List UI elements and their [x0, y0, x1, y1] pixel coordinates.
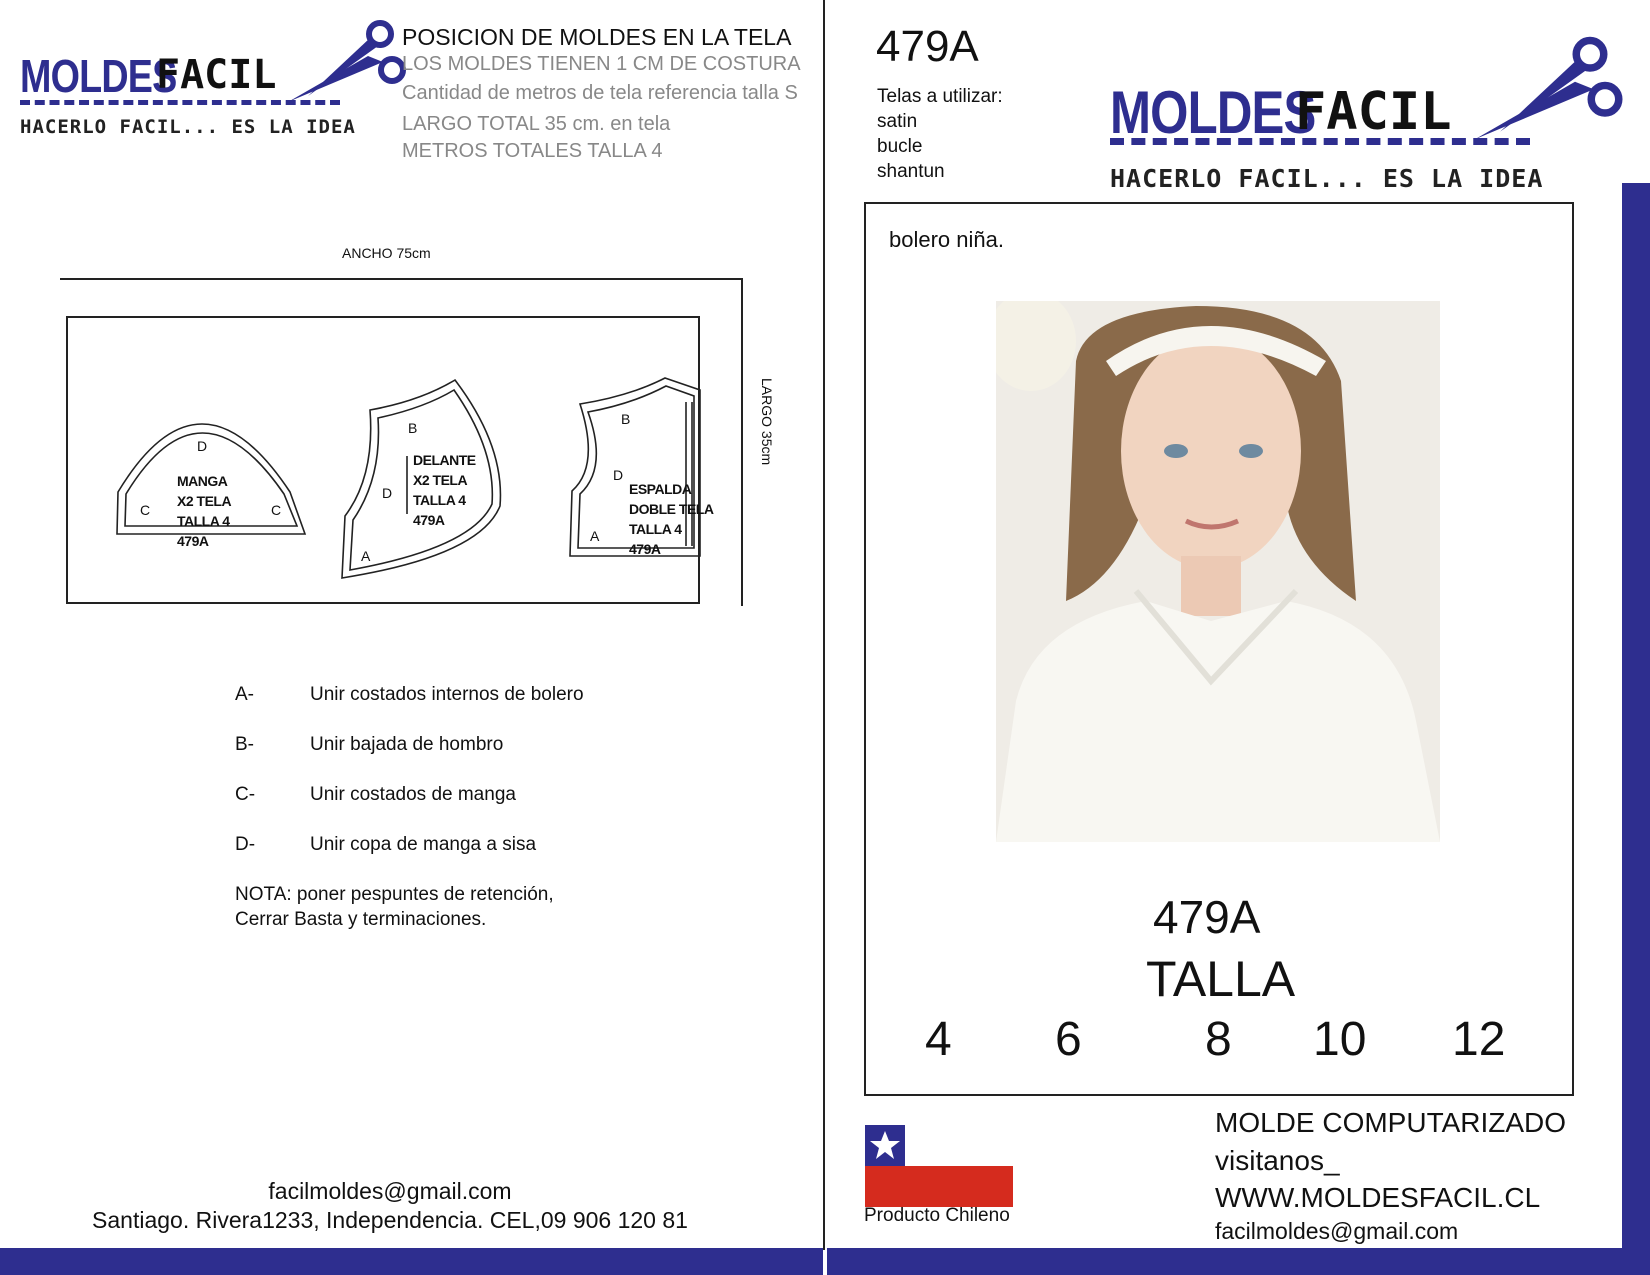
fabric-shantun: shantun: [877, 161, 945, 182]
espalda-label: [629, 479, 713, 559]
note-line-2: Cerrar Basta y terminaciones.: [235, 909, 487, 930]
espalda-letter-a: A: [590, 528, 600, 544]
manga-letter-c-left: C: [140, 502, 151, 518]
scissors-icon: [288, 16, 408, 106]
fabric-reference: Cantidad de metros de tela referencia talla S: [402, 82, 798, 104]
big-code: 479A: [1153, 891, 1261, 943]
footer-visitanos: visitanos_: [1215, 1145, 1340, 1176]
total-meters: METROS TOTALES TALLA 4: [402, 140, 663, 162]
espalda-letter-b: B: [621, 411, 631, 427]
manga-label-1: MANGA: [177, 473, 228, 489]
footer-molde: MOLDE COMPUTARIZADO: [1215, 1107, 1567, 1138]
largo-label: LARGO 35cm: [759, 378, 775, 466]
logo-facil-text: FACIL: [156, 52, 277, 98]
product-photo: [996, 301, 1440, 842]
manga-label-3: TALLA 4: [177, 513, 230, 529]
left-email: facilmoldes@gmail.com: [268, 1178, 512, 1204]
chile-flag-icon: [865, 1125, 1013, 1207]
width-line: [60, 278, 743, 280]
logo-right-facil-text: FACIL: [1295, 82, 1452, 142]
logo-right-moldes-text: MOLDES: [1110, 79, 1316, 146]
size-4: 4: [925, 1013, 952, 1066]
total-length: LARGO TOTAL 35 cm. en tela: [402, 113, 671, 135]
manga-label: [177, 471, 231, 551]
delante-label-3: TALLA 4: [413, 492, 466, 508]
pattern-title: POSICION DE MOLDES EN LA TELA: [402, 24, 792, 50]
fabric-satin: satin: [877, 111, 918, 132]
talla-label: TALLA: [1146, 951, 1296, 1007]
logo-right: [1110, 78, 1630, 198]
seam-note: LOS MOLDES TIENEN 1 CM DE COSTURA: [402, 53, 801, 75]
right-accent-bar: [1622, 183, 1650, 1253]
instruction-c-letter: C-: [235, 784, 256, 805]
delante-letter-b: B: [408, 420, 418, 436]
pattern-code: 479A: [876, 22, 979, 71]
fabrics-label: Telas a utilizar:: [877, 86, 1003, 107]
ancho-label: ANCHO 75cm: [342, 245, 431, 261]
size-6: 6: [1055, 1013, 1082, 1066]
footer-email: facilmoldes@gmail.com: [1215, 1218, 1459, 1244]
manga-label-4: 479A: [177, 533, 209, 549]
espalda-letter-d: D: [613, 467, 624, 483]
espalda-label-3: TALLA 4: [629, 521, 682, 537]
delante-label-4: 479A: [413, 512, 445, 528]
logo-moldes-text: MOLDES: [20, 50, 177, 102]
delante-label: [413, 450, 476, 530]
espalda-label-4: 479A: [629, 541, 661, 557]
note-line-1: NOTA: poner pespuntes de retención,: [235, 884, 554, 905]
instruction-b-letter: B-: [235, 734, 254, 755]
instruction-b-text: Unir bajada de hombro: [310, 734, 504, 755]
instruction-c-text: Unir costados de manga: [310, 784, 516, 805]
delante-label-1: DELANTE: [413, 452, 476, 468]
manga-label-2: X2 TELA: [177, 493, 232, 509]
espalda-label-2: DOBLE TELA: [629, 501, 714, 517]
size-10: 10: [1313, 1013, 1367, 1066]
logo-right-dash-line: [1110, 138, 1530, 145]
instruction-d-letter: D-: [235, 834, 256, 855]
bottom-bar-right: [827, 1248, 1650, 1275]
delante-letter-a: A: [361, 548, 371, 564]
flag-caption: Producto Chileno: [864, 1205, 1010, 1226]
logo-tagline: HACERLO FACIL... ES LA IDEA: [20, 116, 356, 138]
footer-website: WWW.MOLDESFACIL.CL: [1215, 1182, 1541, 1213]
fabric-bucle: bucle: [877, 136, 923, 157]
left-address: Santiago. Rivera1233, Independencia. CEL,09 906 120 81: [92, 1207, 688, 1233]
logo-left: [18, 44, 398, 139]
delante-letter-d: D: [382, 485, 393, 501]
manga-letter-c-right: C: [271, 502, 282, 518]
center-divider: [823, 0, 825, 1250]
manga-letter-d: D: [197, 438, 208, 454]
size-8: 8: [1205, 1013, 1232, 1066]
delante-label-2: X2 TELA: [413, 472, 468, 488]
bottom-bar-left: [0, 1248, 823, 1275]
logo-right-tagline: HACERLO FACIL... ES LA IDEA: [1110, 164, 1544, 193]
scissors-right-icon: [1475, 28, 1625, 148]
espalda-label-1: ESPALDA: [629, 481, 692, 497]
product-name: bolero niña.: [889, 227, 1004, 252]
size-12: 12: [1452, 1013, 1506, 1066]
instruction-a-text: Unir costados internos de bolero: [310, 684, 584, 705]
instruction-a-letter: A-: [235, 684, 254, 705]
instruction-d-text: Unir copa de manga a sisa: [310, 834, 537, 855]
girl-photo-illustration: [996, 301, 1440, 842]
